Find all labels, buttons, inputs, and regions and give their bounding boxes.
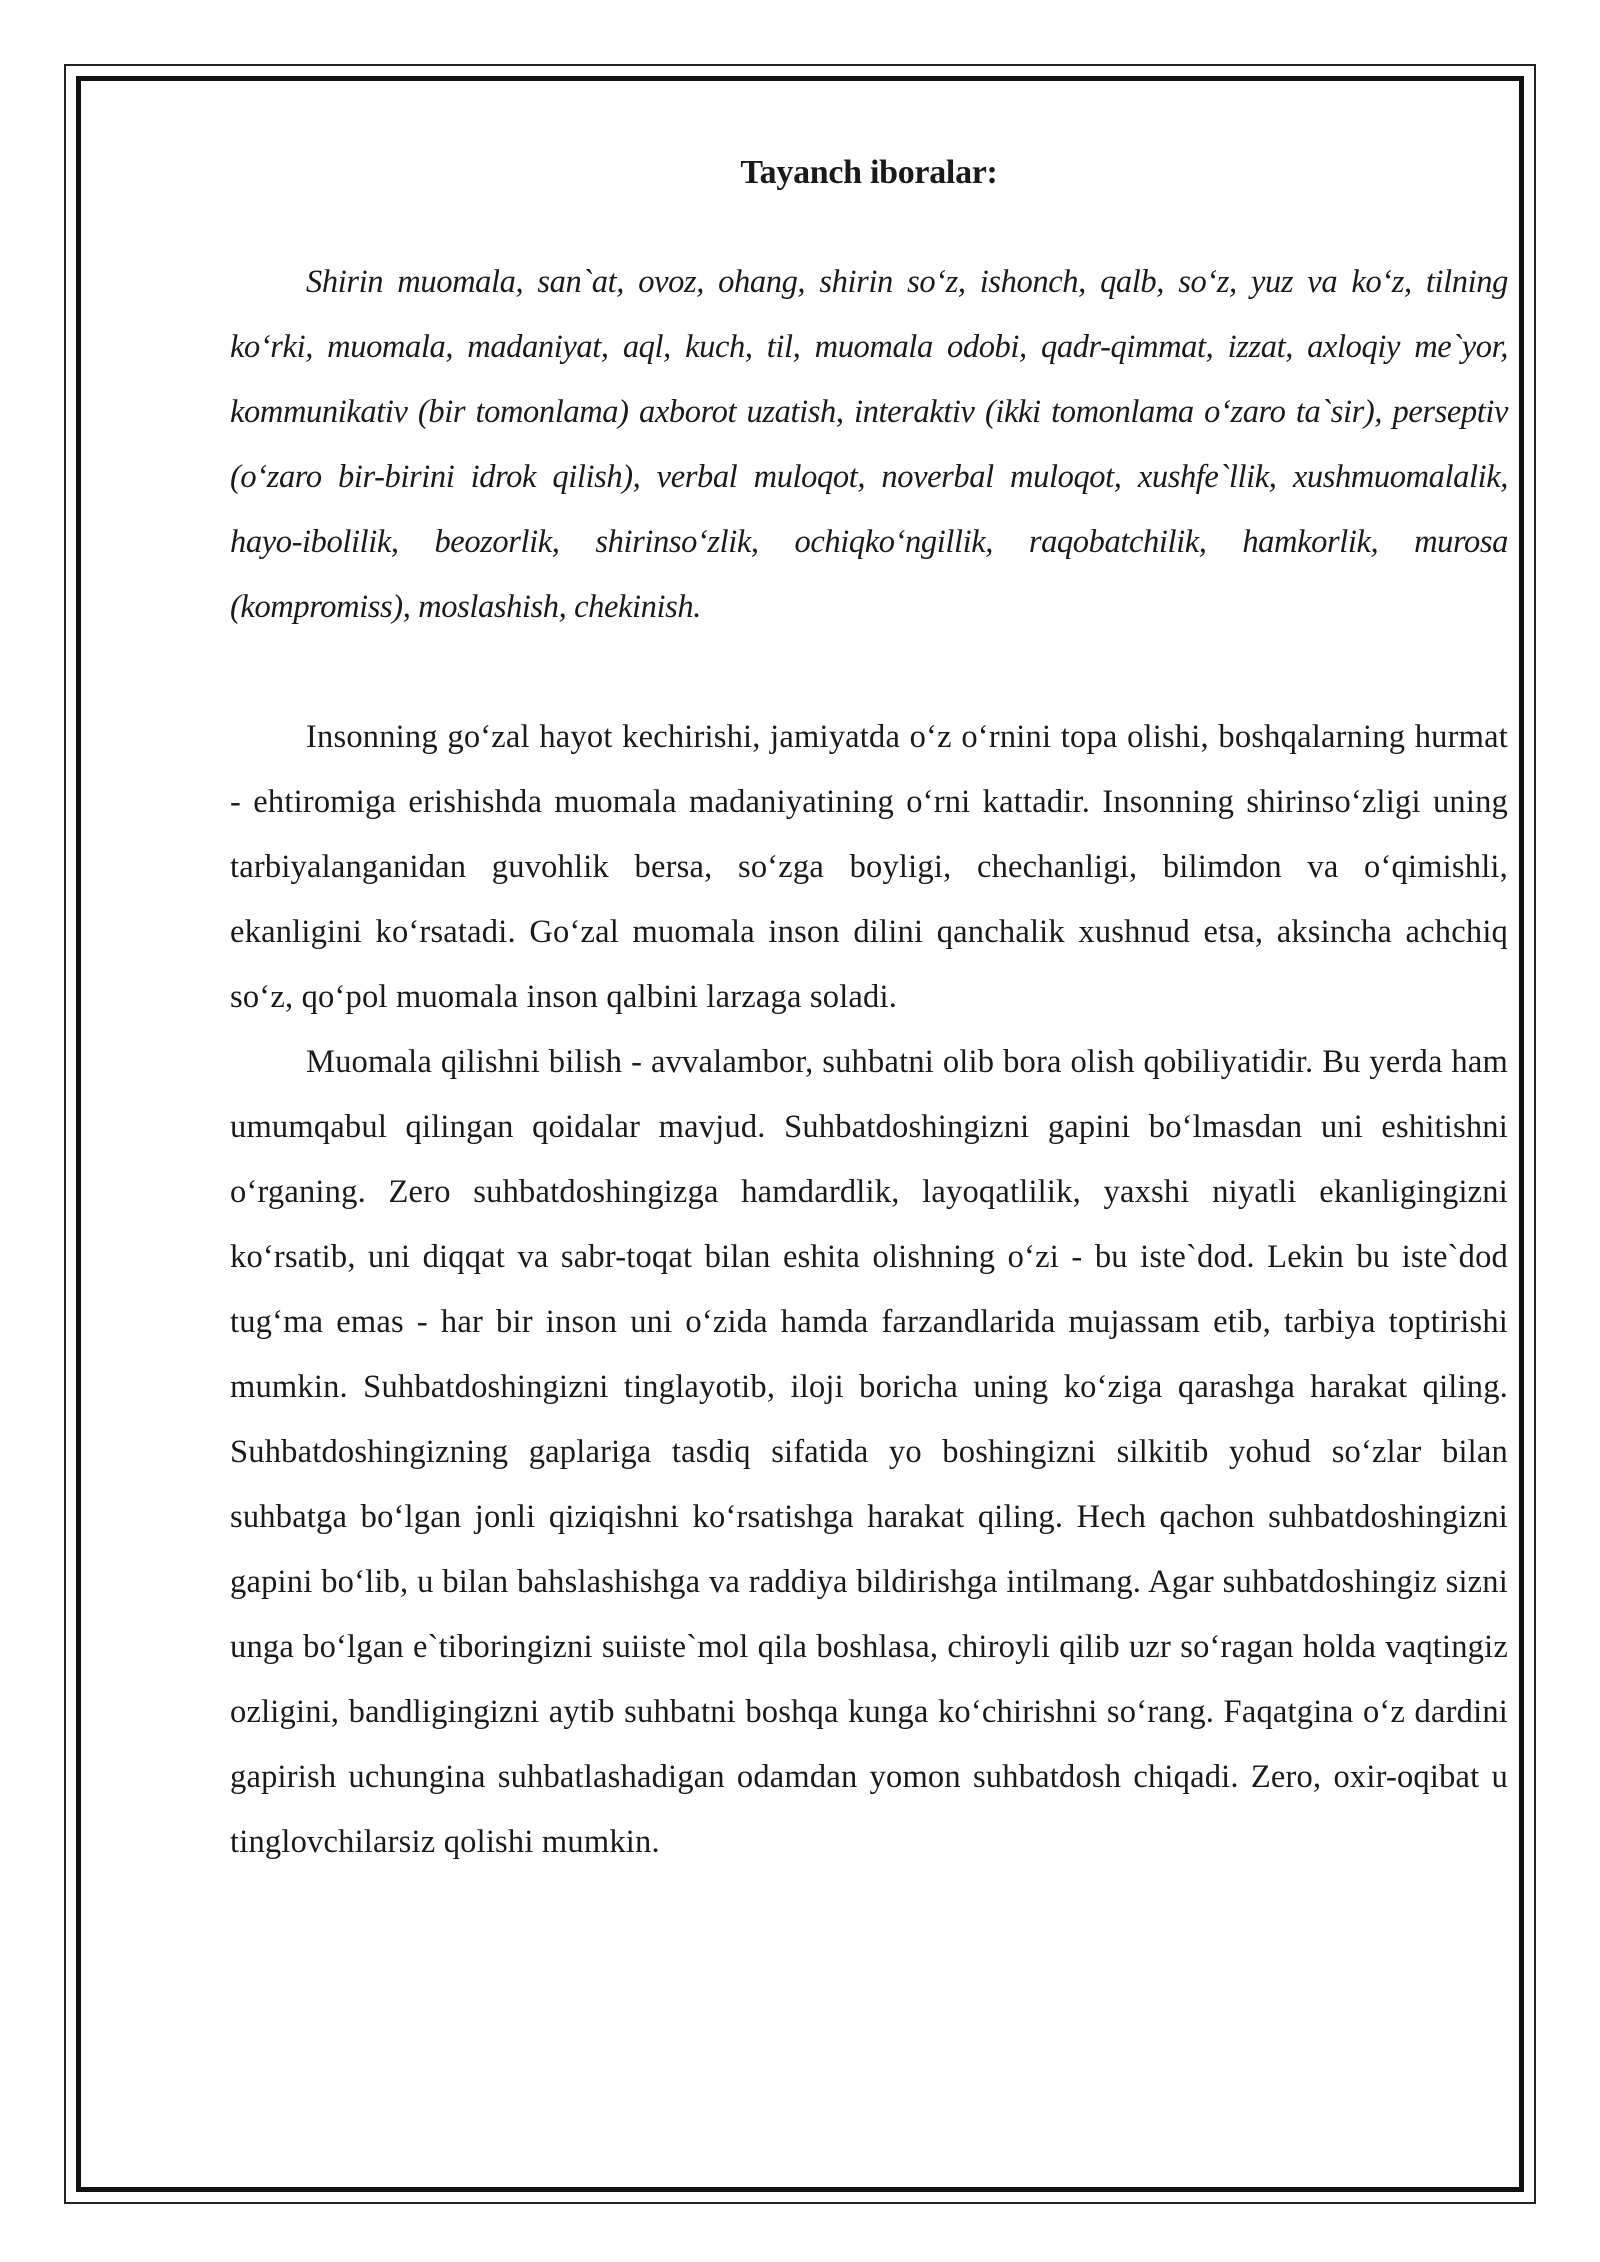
body-paragraph-2: Muomala qilishni bilish - avvalambor, suhbatni olib bora olish qobiliyatidir. Bu yerda ham umumqabul qilingan qoidalar mavjud. Suhbatdoshingizni gapini bo‘lmasdan uni eshitishni o‘rganing. Zero suhbatdoshingizga hamdardlik, layoqatlilik, yaxshi niyatli ekanligingizni ko‘rsatib, uni diqqat va sabr-toqat bilan eshita olishning o‘zi - bu iste`dod. Lekin bu iste`dod tug‘ma emas - har bir inson uni o‘zida hamda farzandlarida mujassam etib, tarbiya toptirishi mumkin. Suhbatdoshingizni tinglayotib, iloji boricha uning ko‘ziga qarashga harakat qiling. Suhbatdoshingizning gaplariga tasdiq sifatida yo boshingizni silkitib yohud so‘zlar bilan suhbatga bo‘lgan jonli qiziqishni ko‘rsatishga harakat qiling. Hech qachon suhbatdoshingizni gapini bo‘lib, u bilan bahslashishga va raddiya bildirishga intilmang. Agar suhbatdoshingiz sizni unga bo‘lgan e`tiboringizni suiiste`mol qila boshlasa, chiroyli qilib uzr so‘ragan holda vaqtingiz ozligini, bandligingizni aytib suhbatni boshqa kunga ko‘chirishni so‘rang. Faqatgina o‘z dardini gapirish uchungina suhbatlashadigan odamdan yomon suhbatdosh chiqadi. Zero, oxir-oqibat u tinglovchilarsiz qolishi mumkin. [230, 1044, 1508, 1860]
body-paragraph-1: Insonning go‘zal hayot kechirishi, jamiyatda o‘z o‘rnini topa olishi, boshqalarning hurmat - ehtiromiga erishishda muomala madaniyatining o‘rni kattadir. Insonning shirinso‘zligi uning tarbiyalanganidan guvohlik bersa, so‘zga boyligi, chechanligi, bilimdon va o‘qimishli, ekanligini ko‘rsatadi. Go‘zal muomala inson dilini qanchalik xushnud etsa, aksincha achchiq so‘z, qo‘pol muomala inson qalbini larzaga soladi. [230, 719, 1508, 1015]
document-title: Tayanch iboralar: [740, 154, 998, 191]
document-body [230, 150, 1508, 1875]
keywords-paragraph: Shirin muomala, san`at, ovoz, ohang, shirin so‘z, ishonch, qalb, so‘z, yuz va ko‘z, tilning ko‘rki, muomala, madaniyat, aql, kuch, til, muomala odobi, qadr-qimmat, izzat, axloqiy me`yor, kommunikativ (bir tomonlama) axborot uzatish, interaktiv (ikki tomonlama o‘zaro ta`sir), perseptiv (o‘zaro bir-birini idrok qilish), verbal muloqot, noverbal muloqot, xushfe`llik, xushmuomalalik, hayo-ibolilik, beozorlik, shirinso‘zlik, ochiqko‘ngillik, raqobatchilik, hamkorlik, murosa (kompromiss), moslashish, chekinish. [230, 264, 1508, 625]
